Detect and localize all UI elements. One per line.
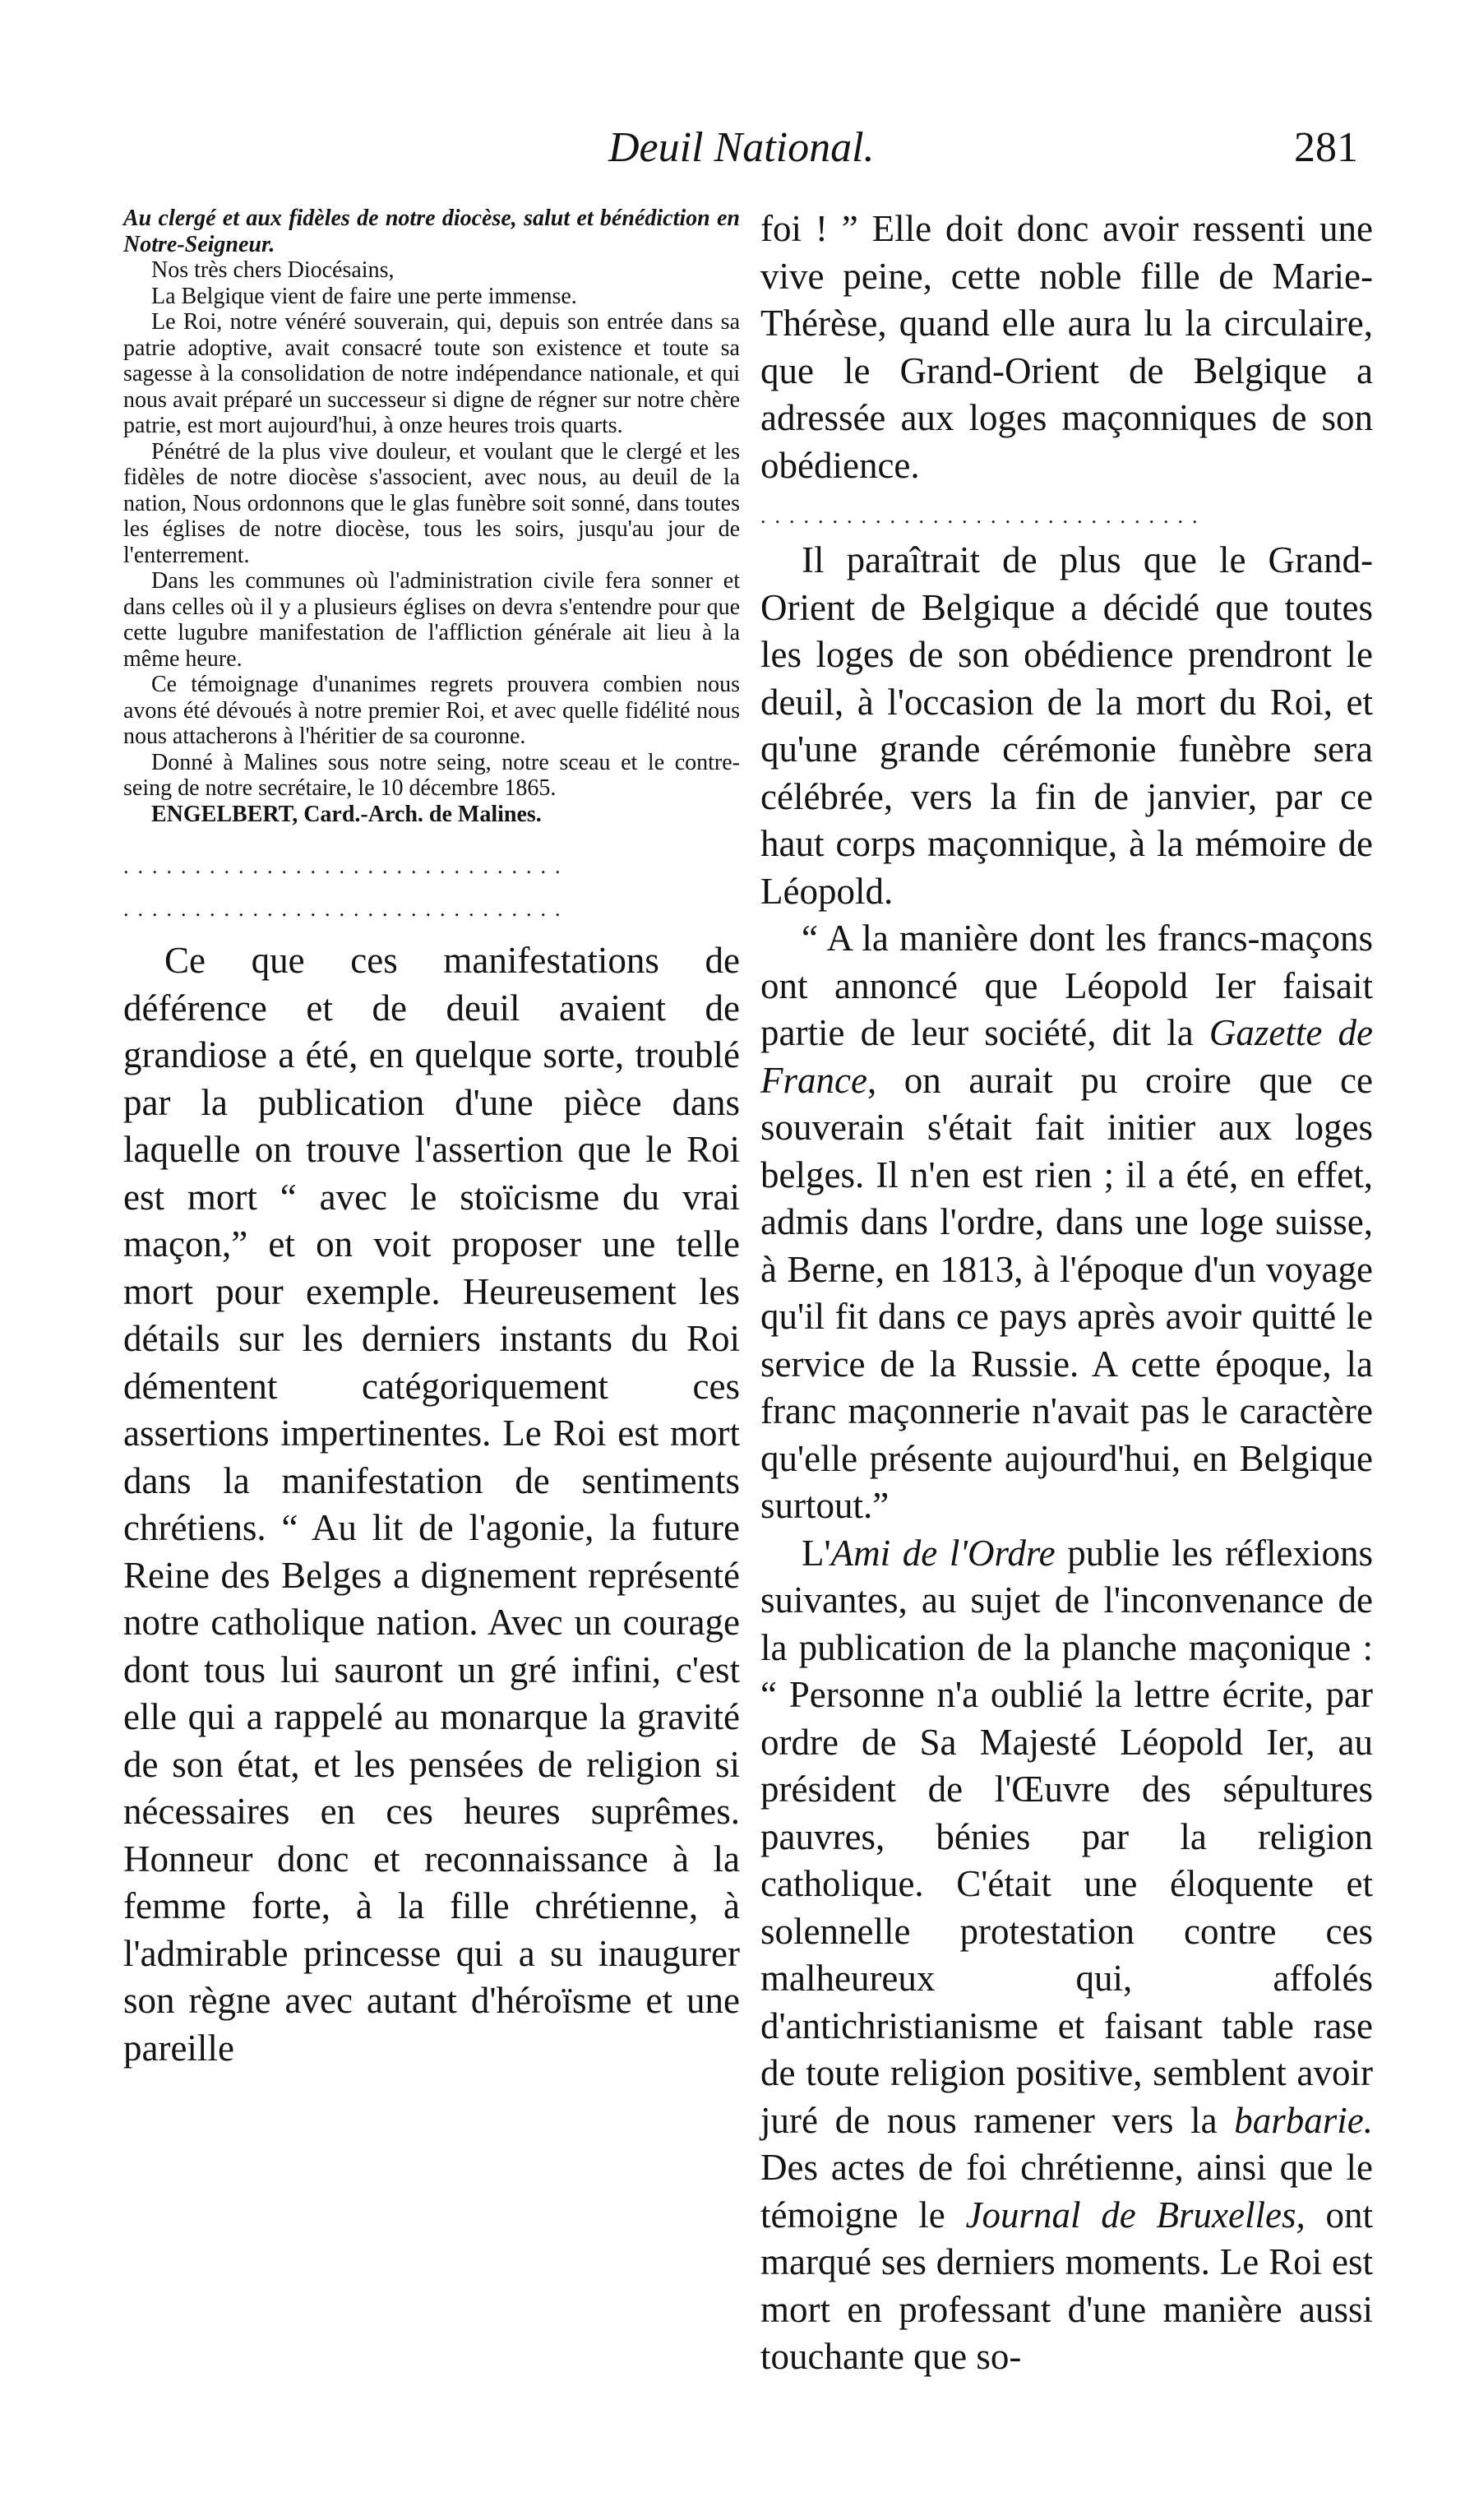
dot-leader-separator: ...............................	[123, 897, 570, 921]
mandement-paragraph: La Belgique vient de faire une perte immense.	[151, 283, 577, 309]
text-run: publie les réflexions suivantes, au sujet de l'inconvenance de la publication de la planche maçonique : “ Personne n'a oublié la lettre écrite, par ordre de Sa Majesté Léopold Ier, au président de l'Œuvre des sépultures pauvres, bénies par la religion catholique. C'était une éloquente et solennelle protestation contre ces malheureux qui, affolés d'antichristianisme et faisant table rase de toute religion positive, semblent avoir juré de nous ramener vers la	[760, 1532, 1373, 2141]
running-title: Deuil National.	[608, 124, 875, 171]
text-run: , on aurait pu croire que ce souverain s'était fait initier aux loges belges. Il n'en est rien ; il a été, en effet, admis dans l'ordre, dans une loge suisse, à Berne, en 1813, à l'époque d'un voyage qu'il fit dans ce pays après avoir quitté le service de la Russie. A cette époque, la franc maçonnerie n'avait pas le caractère qu'elle présente aujourd'hui, en Belgique surtout.”	[760, 1059, 1373, 1526]
mandement-paragraph: Dans les communes où l'administration civile fera sonner et dans celles où il y a plusieurs églises on devra s'entendre pour que cette lugubre manifestation de l'affliction générale ait lieu à la même heure.	[123, 568, 740, 672]
left-body-text	[123, 937, 740, 2072]
italic-title: Gazette de France	[760, 1012, 1374, 1101]
mandement-paragraph: Pénétré de la plus vive douleur, et voulant que le clergé et les fidèles de notre diocèse s'associent, avec nous, au deuil de la nation, Nous ordonnons que le glas funèbre soit sonné, dans toutes les églises de notre diocèse, tous les soirs, jusqu'au jour de l'enterrement.	[123, 438, 740, 568]
mandement-paragraph: Le Roi, notre vénéré souverain, qui, depuis son entrée dans sa patrie adoptive, avait consacré toute son existence et toute sa sagesse à la consolidation de notre indépendance nationale, et qui nous avait préparé un successeur si digne de régner sur notre chère patrie, est mort aujourd'hui, à onze heures trois quarts.	[123, 309, 740, 438]
left-column	[123, 206, 740, 2072]
text-run: “ A la manière dont les francs-maçons ont annoncé que Léopold Ier faisait partie de leur société, dit la	[760, 918, 1373, 1053]
text-run: ont marqué ses derniers moments. Le Roi est mort en professant d'une manière aussi touchante que so-	[760, 2194, 1373, 2377]
mandement-block	[123, 206, 740, 827]
body-paragraph	[760, 1530, 1373, 2381]
body-paragraph-continued: foi ! ” Elle doit donc avoir ressenti une vive peine, cette noble fille de Marie-Thérèse, quand elle aura lu la circulaire, que le Grand-Orient de Belgique a adressée aux loges maçonniques de son obédience.	[760, 208, 1373, 486]
text-run: L'	[802, 1532, 831, 1574]
body-paragraph: Il paraîtrait de plus que le Grand-Orient de Belgique a décidé que toutes les loges de son obédience prendront le deuil, à l'occasion de la mort du Roi, et qu'une grande cérémonie funèbre sera célébrée, vers la fin de janvier, par ce haut corps maçonnique, à la mémoire de Léopold.	[760, 539, 1373, 912]
body-paragraph: Ce que ces manifestations de déférence et de deuil avaient de grandiose a été, en quelque sorte, troublé par la publication d'une pièce dans laquelle on trouve l'assertion que le Roi est mort “ avec le stoïcisme du vrai maçon,” et on voit proposer une telle mort pour exemple. Heureusement les détails sur les derniers instants du Roi démentent catégoriquement ces assertions impertinentes. Le Roi est mort dans la manifestation de sentiments chrétiens. “ Au lit de l'agonie, la future Reine des Belges a dignement représenté notre catholique nation. Avec un courage dont tous lui sauront un gré infini, c'est elle qui a rappelé au monarque la gravité de son état, et les pensées de religion si nécessaires en ces heures suprêmes. Honneur donc et reconnaissance à la femme forte, à la fille chrétienne, à l'admirable princesse qui a su inaugurer son règne avec autant d'héroïsme et une pareille	[123, 940, 740, 2069]
italic-word: barbarie.	[1234, 2099, 1373, 2141]
dot-leader-separator: ...............................	[123, 854, 570, 878]
mandement-signature: ENGELBERT, Card.-Arch. de Malines.	[151, 801, 542, 827]
dot-leader-separator: ...............................	[760, 504, 1207, 528]
italic-title: Ami de l'Ordre	[830, 1532, 1056, 1574]
mandement-paragraph: Ce témoignage d'unanimes regrets prouvera combien nous avons été dévoués à notre premier Roi, et avec quelle fidélité nous nous attacherons à l'héritier de sa couronne.	[123, 672, 740, 749]
body-paragraph	[760, 915, 1373, 1530]
text-run: Des actes de foi chrétienne, ainsi que le témoigne le	[760, 2147, 1373, 2236]
mandement-paragraph: Nos très chers Diocésains,	[151, 257, 395, 283]
right-column	[760, 206, 1373, 2381]
italic-title: Journal de Bruxelles,	[965, 2194, 1306, 2236]
mandement-salutation: Au clergé et aux fidèles de notre diocèse, salut et bénédiction en Notre-Seigneur.	[123, 206, 740, 257]
page-number: 281	[1294, 124, 1358, 171]
mandement-paragraph: Donné à Malines sous notre seing, notre sceau et le contre-seing de notre secrétaire, le 10 décembre 1865.	[123, 749, 740, 801]
